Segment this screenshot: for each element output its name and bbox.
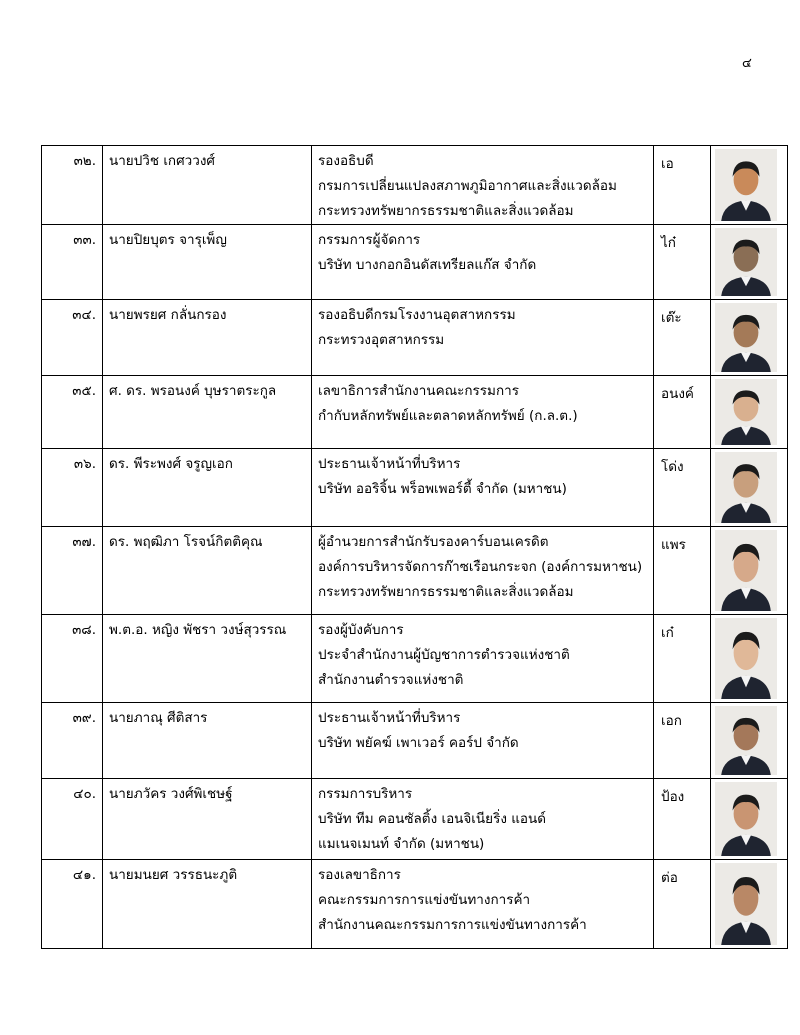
table-row xyxy=(42,703,788,779)
row-number: ๔๐. xyxy=(42,779,103,860)
table-row xyxy=(42,527,788,615)
position-line: รองอธิบดี xyxy=(318,153,374,169)
person-photo xyxy=(715,303,777,372)
position-line: กระทรวงทรัพยากรธรรมชาติและสิ่งแวดล้อม xyxy=(318,203,574,219)
row-number: ๓๓. xyxy=(42,225,103,300)
person-name: ดร. พีระพงศ์ จรูญเอก xyxy=(103,449,312,527)
nickname: เก๋ xyxy=(654,615,711,703)
position-cell xyxy=(312,527,654,615)
person-photo xyxy=(715,228,777,296)
person-name: นายมนยศ วรรธนะภูติ xyxy=(103,860,312,949)
person-photo xyxy=(715,618,777,699)
position-cell xyxy=(312,615,654,703)
position-line: รองเลขาธิการ xyxy=(318,867,401,883)
person-name: นายปิยบุตร จารุเพ็ญ xyxy=(103,225,312,300)
photo-cell xyxy=(711,615,788,703)
person-photo xyxy=(715,706,777,775)
table-row xyxy=(42,449,788,527)
position-cell xyxy=(312,860,654,949)
position-cell xyxy=(312,146,654,225)
position-line: กระทรวงทรัพยากรธรรมชาติและสิ่งแวดล้อม xyxy=(318,584,574,600)
table-row xyxy=(42,779,788,860)
table-row xyxy=(42,300,788,376)
person-photo xyxy=(715,530,777,611)
position-cell xyxy=(312,225,654,300)
nickname: ต่อ xyxy=(654,860,711,949)
nickname: เต๊ะ xyxy=(654,300,711,376)
position-line: บริษัท ออริจิ้น พร็อพเพอร์ตี้ จำกัด (มหาชน) xyxy=(318,481,567,497)
photo-cell xyxy=(711,527,788,615)
position-line: รองอธิบดีกรมโรงงานอุตสาหกรรม xyxy=(318,307,516,323)
photo-cell xyxy=(711,703,788,779)
position-line: กำกับหลักทรัพย์และตลาดหลักทรัพย์ (ก.ล.ต.) xyxy=(318,408,578,424)
position-line: กรมการเปลี่ยนแปลงสภาพภูมิอากาศและสิ่งแวดล้อม xyxy=(318,178,617,194)
person-photo xyxy=(715,379,777,445)
position-cell xyxy=(312,300,654,376)
person-name: นายภาณุ ศีติสาร xyxy=(103,703,312,779)
row-number: ๔๑. xyxy=(42,860,103,949)
person-name: นายปวิช เกศววงศ์ xyxy=(103,146,312,225)
row-number: ๓๘. xyxy=(42,615,103,703)
row-number: ๓๔. xyxy=(42,300,103,376)
photo-cell xyxy=(711,300,788,376)
position-line: บริษัท ทีม คอนซัลติ้ง เอนจิเนียริ่ง แอนด์ xyxy=(318,811,547,827)
position-line: สำนักงานตำรวจแห่งชาติ xyxy=(318,672,464,688)
person-name: ศ. ดร. พรอนงค์ บุษราตระกูล xyxy=(103,376,312,449)
position-cell xyxy=(312,703,654,779)
position-line: ประธานเจ้าหน้าที่บริหาร xyxy=(318,456,461,472)
table-row xyxy=(42,615,788,703)
nickname: แพร xyxy=(654,527,711,615)
photo-cell xyxy=(711,449,788,527)
nickname: เอก xyxy=(654,703,711,779)
position-line: กรรมการผู้จัดการ xyxy=(318,232,421,248)
position-line: สำนักงานคณะกรรมการการแข่งขันทางการค้า xyxy=(318,917,587,933)
position-line: แมเนจเมนท์ จำกัด (มหาชน) xyxy=(318,836,485,852)
nickname: อนงค์ xyxy=(654,376,711,449)
row-number: ๓๗. xyxy=(42,527,103,615)
photo-cell xyxy=(711,146,788,225)
member-table xyxy=(41,145,788,949)
position-line: รองผู้บังคับการ xyxy=(318,622,404,638)
nickname: โด่ง xyxy=(654,449,711,527)
position-line: องค์การบริหารจัดการก๊าซเรือนกระจก (องค์การมหาชน) xyxy=(318,559,643,575)
row-number: ๓๖. xyxy=(42,449,103,527)
row-number: ๓๕. xyxy=(42,376,103,449)
position-line: เลขาธิการสำนักงานคณะกรรมการ xyxy=(318,383,519,399)
nickname: ไก๋ xyxy=(654,225,711,300)
photo-cell xyxy=(711,860,788,949)
person-photo xyxy=(715,149,777,221)
photo-cell xyxy=(711,225,788,300)
table-row xyxy=(42,225,788,300)
photo-cell xyxy=(711,779,788,860)
nickname: ป้อง xyxy=(654,779,711,860)
position-line: บริษัท บางกอกอินดัสเทรียลแก๊ส จำกัด xyxy=(318,257,537,273)
person-name: ดร. พฤฒิภา โรจน์กิตติคุณ xyxy=(103,527,312,615)
row-number: ๓๒. xyxy=(42,146,103,225)
position-line: กระทรวงอุตสาหกรรม xyxy=(318,332,445,348)
photo-cell xyxy=(711,376,788,449)
position-line: กรรมการบริหาร xyxy=(318,786,413,802)
person-name: พ.ต.อ. หญิง พัชรา วงษ์สุวรรณ xyxy=(103,615,312,703)
person-photo xyxy=(715,863,777,945)
person-name: นายภวัคร วงศ์พิเชษฐ์ xyxy=(103,779,312,860)
person-photo xyxy=(715,782,777,856)
table-row xyxy=(42,860,788,949)
row-number: ๓๙. xyxy=(42,703,103,779)
nickname: เอ xyxy=(654,146,711,225)
position-line: ผู้อำนวยการสำนักรับรองคาร์บอนเครดิต xyxy=(318,534,549,550)
position-cell xyxy=(312,376,654,449)
position-cell xyxy=(312,449,654,527)
person-photo xyxy=(715,452,777,523)
page-number: ๔ xyxy=(742,56,752,71)
table-row xyxy=(42,146,788,225)
position-line: ประจำสำนักงานผู้บัญชาการตำรวจแห่งชาติ xyxy=(318,647,570,663)
position-line: บริษัท พยัคฆ์ เพาเวอร์ คอร์ป จำกัด xyxy=(318,735,519,751)
position-line: คณะกรรมการการแข่งขันทางการค้า xyxy=(318,892,531,908)
position-line: ประธานเจ้าหน้าที่บริหาร xyxy=(318,710,461,726)
person-name: นายพรยศ กลั่นกรอง xyxy=(103,300,312,376)
table-row xyxy=(42,376,788,449)
position-cell xyxy=(312,779,654,860)
